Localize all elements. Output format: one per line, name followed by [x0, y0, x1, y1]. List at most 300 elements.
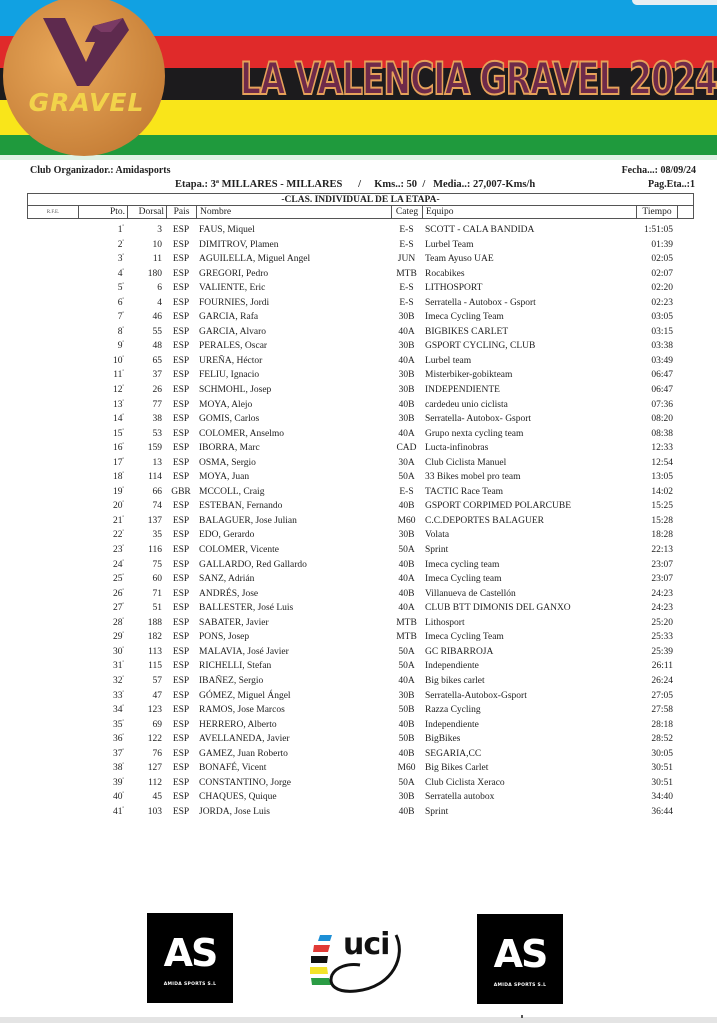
cell-pto	[78, 630, 124, 645]
table-row	[27, 296, 694, 311]
table-row	[27, 645, 694, 660]
cell-nombre: IBAÑEZ, Sergio	[199, 675, 264, 686]
cell-pto	[78, 296, 124, 311]
cell-tiempo: 25:33	[651, 632, 673, 643]
cell-pais: ESP	[172, 341, 190, 352]
table-row	[27, 616, 694, 631]
cell-dorsal: 4	[157, 297, 162, 308]
cell-nombre: COLOMER, Vicente	[199, 545, 279, 556]
ordinal-suffix: º	[122, 341, 124, 347]
ordinal-suffix: º	[122, 792, 124, 798]
cell-equipo: SCOTT - CALA BANDIDA	[425, 225, 535, 235]
ordinal-suffix: º	[122, 355, 124, 361]
col-tiempo: Tiempo	[637, 206, 678, 219]
cell-categ: 50A	[398, 472, 415, 483]
position-number: 33	[112, 690, 123, 701]
cell-pto	[78, 281, 124, 296]
cell-pais: ESP	[172, 734, 190, 745]
cell-pais: ESP	[172, 588, 190, 599]
cell-pto	[78, 354, 124, 369]
cell-dorsal: 26	[152, 385, 162, 396]
cell-pais: ESP	[172, 254, 190, 265]
ordinal-suffix: º	[122, 399, 124, 405]
ordinal-suffix: º	[122, 239, 124, 245]
cell-dorsal: 51	[152, 603, 162, 614]
table-row	[27, 427, 694, 442]
cell-categ: E-S	[399, 486, 414, 497]
cell-categ: 40A	[398, 574, 415, 585]
cell-pto	[78, 616, 124, 631]
ordinal-suffix: º	[122, 559, 124, 565]
cell-categ: 30B	[398, 385, 415, 396]
cell-categ: E-S	[399, 283, 414, 294]
cell-nombre: GAMEZ, Juan Roberto	[199, 748, 288, 759]
cell-nombre: BONAFÉ, Vicent	[199, 763, 267, 774]
cell-categ: MTB	[396, 268, 417, 279]
table-row	[27, 805, 694, 820]
cell-categ: MTB	[396, 632, 417, 643]
table-row	[27, 441, 694, 456]
cell-categ: 30B	[398, 690, 415, 701]
cell-nombre: EDO, Gerardo	[199, 530, 255, 541]
cell-tiempo: 03:38	[651, 341, 673, 352]
position-number: 34	[112, 705, 123, 716]
table-row	[27, 398, 694, 413]
position-number: 32	[112, 675, 123, 686]
cell-tiempo: 27:05	[651, 690, 673, 701]
cell-pto	[78, 543, 124, 558]
cell-pais: GBR	[171, 486, 191, 497]
cell-categ: 30B	[398, 530, 415, 541]
stage-average: Media..: 27,007-Kms/h	[433, 179, 536, 190]
cell-dorsal: 47	[152, 690, 162, 701]
table-row	[27, 659, 694, 674]
cell-nombre: PONS, Josep	[199, 632, 250, 643]
cell-pais: ESP	[172, 646, 190, 657]
cell-nombre: BALLESTER, José Luis	[199, 603, 294, 614]
gravel-logo	[3, 0, 165, 156]
cell-categ: 40B	[398, 399, 415, 410]
cell-tiempo: 12:54	[651, 457, 673, 468]
cell-pto	[78, 485, 124, 500]
cell-dorsal: 123	[147, 705, 162, 716]
stage-name: Etapa.: 3ª MILLARES - MILLARES	[175, 179, 343, 190]
cell-nombre: MCCOLL, Craig	[199, 486, 265, 497]
cell-pto	[78, 645, 124, 660]
table-row	[27, 252, 694, 267]
position-number: 28	[112, 617, 123, 628]
cell-equipo: Serratella autobox	[425, 792, 495, 803]
cell-pto	[78, 412, 124, 427]
position-number: 13	[112, 399, 123, 410]
cell-tiempo: 03:49	[651, 355, 673, 366]
ordinal-suffix: º	[122, 646, 124, 652]
cell-equipo: Lurbel team	[425, 355, 472, 366]
position-number: 15	[112, 428, 123, 439]
ordinal-suffix: º	[122, 574, 124, 580]
page-number: Pag.Eta..:1	[648, 179, 695, 190]
table-row	[27, 310, 694, 325]
cell-dorsal: 35	[152, 530, 162, 541]
ordinal-suffix: º	[122, 326, 124, 332]
col-dorsal: Dorsal	[128, 206, 167, 219]
cell-pto	[78, 674, 124, 689]
cell-dorsal: 11	[152, 254, 162, 265]
cell-equipo: GC RIBARROJA	[425, 646, 494, 657]
ordinal-suffix: º	[122, 486, 124, 492]
cell-pto	[78, 572, 124, 587]
cell-nombre: GARCIA, Rafa	[199, 312, 259, 323]
cell-dorsal: 76	[152, 748, 162, 759]
cell-tiempo: 14:02	[651, 486, 673, 497]
cell-tiempo: 03:15	[651, 326, 673, 337]
cell-categ: E-S	[399, 239, 414, 250]
ordinal-suffix: º	[122, 588, 124, 594]
cell-equipo: Team Ayuso UAE	[425, 254, 494, 265]
cell-dorsal: 37	[152, 370, 162, 381]
footer-mark	[521, 1015, 523, 1018]
position-number: 16	[112, 443, 123, 454]
cell-categ: 40A	[398, 326, 415, 337]
cell-nombre: OSMA, Sergio	[199, 457, 256, 468]
position-number: 9	[117, 341, 123, 352]
cell-pto	[78, 267, 124, 282]
ordinal-suffix: º	[122, 457, 124, 463]
cell-dorsal: 46	[152, 312, 162, 323]
position-number: 5	[117, 283, 123, 294]
position-number: 24	[112, 559, 123, 570]
table-row	[27, 601, 694, 616]
cell-tiempo: 02:05	[651, 254, 673, 265]
cell-pto	[78, 732, 124, 747]
cell-tiempo: 28:52	[651, 734, 673, 745]
ordinal-suffix: º	[122, 675, 124, 681]
cell-equipo: C.C.DEPORTES BALAGUER	[425, 515, 544, 526]
cell-pais: ESP	[172, 661, 190, 672]
cell-pais: ESP	[172, 297, 190, 308]
ordinal-suffix: º	[122, 705, 124, 711]
cell-equipo: Serratella- Autobox- Gsport	[425, 414, 532, 425]
v-logo-icon	[41, 10, 131, 90]
cell-pais: ESP	[172, 239, 190, 250]
cell-pto	[78, 383, 124, 398]
results-table-header	[27, 193, 694, 219]
table-row	[27, 368, 694, 383]
cell-nombre: RAMOS, Jose Marcos	[199, 705, 285, 716]
cell-pais: ESP	[172, 763, 190, 774]
col-rfe: R.F.E.	[28, 206, 79, 219]
cell-pto	[78, 514, 124, 529]
cell-tiempo: 02:20	[651, 283, 673, 294]
cell-pais: ESP	[172, 414, 190, 425]
table-row	[27, 558, 694, 573]
cell-dorsal: 77	[152, 399, 162, 410]
cell-pto	[78, 339, 124, 354]
cell-pto	[78, 747, 124, 762]
cell-pto	[78, 398, 124, 413]
cell-nombre: FAUS, Miquel	[199, 225, 255, 235]
position-number: 6	[117, 297, 123, 308]
table-row	[27, 703, 694, 718]
ordinal-suffix: º	[122, 545, 124, 551]
cell-pais: ESP	[172, 225, 190, 235]
cell-equipo: Independiente	[425, 719, 479, 730]
col-pais: Pais	[167, 206, 197, 219]
table-row	[27, 718, 694, 733]
cell-tiempo: 06:47	[651, 385, 673, 396]
cell-equipo: Big Bikes Carlet	[425, 763, 489, 774]
cell-tiempo: 22:13	[651, 545, 673, 556]
cell-nombre: SANZ, Adrián	[199, 574, 255, 585]
table-row	[27, 514, 694, 529]
cell-tiempo: 25:20	[651, 617, 673, 628]
cell-tiempo: 26:24	[651, 675, 673, 686]
cell-equipo: CLUB BTT DIMONIS DEL GANXO	[425, 603, 571, 614]
cell-tiempo: 01:39	[651, 239, 673, 250]
cell-tiempo: 08:38	[651, 428, 673, 439]
cell-categ: 50A	[398, 545, 415, 556]
position-number: 38	[112, 763, 123, 774]
results-table-body	[27, 223, 694, 819]
cell-tiempo: 18:28	[651, 530, 673, 541]
cell-nombre: PERALES, Oscar	[199, 341, 268, 352]
cell-pais: ESP	[172, 545, 190, 556]
cell-nombre: GOMIS, Carlos	[199, 414, 260, 425]
cell-equipo: Volata	[425, 530, 450, 541]
footer-bar	[0, 1017, 717, 1023]
cell-tiempo: 24:23	[651, 588, 673, 599]
table-row	[27, 543, 694, 558]
cell-categ: 40A	[398, 428, 415, 439]
ordinal-suffix: º	[122, 734, 124, 740]
cell-equipo: Lucta-infinobras	[425, 443, 489, 454]
cell-nombre: AGUILELLA, Miguel Angel	[199, 254, 311, 265]
position-number: 21	[112, 515, 123, 526]
cell-tiempo: 02:07	[651, 268, 673, 279]
position-number: 10	[112, 355, 123, 366]
cell-pais: ESP	[172, 792, 190, 803]
cell-dorsal: 182	[147, 632, 162, 643]
position-number: 11	[113, 370, 123, 381]
table-row	[27, 776, 694, 791]
table-row	[27, 412, 694, 427]
cell-nombre: MOYA, Juan	[199, 472, 250, 483]
cell-dorsal: 137	[147, 515, 162, 526]
cell-dorsal: 115	[148, 661, 162, 672]
cell-categ: 40B	[398, 748, 415, 759]
ordinal-suffix: º	[122, 763, 124, 769]
cell-dorsal: 159	[147, 443, 162, 454]
table-row	[27, 761, 694, 776]
cell-pais: ESP	[172, 603, 190, 614]
cell-nombre: JORDA, Jose Luis	[199, 806, 270, 817]
cell-categ: 40A	[398, 603, 415, 614]
ordinal-suffix: º	[122, 414, 124, 420]
cell-categ: M60	[397, 763, 416, 774]
table-row	[27, 587, 694, 602]
cell-equipo: cardedeu unio ciclista	[425, 399, 508, 410]
position-number: 8	[117, 326, 123, 337]
cell-tiempo: 23:07	[651, 574, 673, 585]
ordinal-suffix: º	[122, 777, 124, 783]
cell-dorsal: 57	[152, 675, 162, 686]
table-row	[27, 281, 694, 296]
cell-equipo: 33 Bikes mobel pro team	[425, 472, 521, 483]
col-nombre: Nombre	[197, 206, 392, 219]
cell-dorsal: 122	[147, 734, 162, 745]
ordinal-suffix: º	[122, 603, 124, 609]
cell-categ: 40B	[398, 719, 415, 730]
cell-equipo: GSPORT CORPIMED POLARCUBE	[425, 501, 572, 512]
cell-dorsal: 3	[157, 225, 162, 235]
cell-tiempo: 30:51	[651, 763, 673, 774]
cell-nombre: GARCIA, Alvaro	[199, 326, 267, 337]
cell-tiempo: 07:36	[651, 399, 673, 410]
cell-dorsal: 113	[148, 646, 162, 657]
table-row	[27, 470, 694, 485]
cell-nombre: GREGORI, Pedro	[199, 268, 269, 279]
ordinal-suffix: º	[122, 443, 124, 449]
cell-categ: 50A	[398, 646, 415, 657]
cell-categ: 40B	[398, 501, 415, 512]
cell-pais: ESP	[172, 806, 190, 817]
cell-equipo: Imeca Cycling team	[425, 574, 502, 585]
cell-pais: ESP	[172, 268, 190, 279]
cell-dorsal: 6	[157, 283, 162, 294]
as-subtitle: AMIDA SPORTS S.L	[493, 983, 547, 988]
cell-nombre: RICHELLI, Stefan	[199, 661, 272, 672]
amida-sports-logo-left	[147, 913, 233, 1003]
cell-pto	[78, 427, 124, 442]
ordinal-suffix: º	[122, 806, 124, 812]
position-number: 3	[117, 254, 123, 265]
stripe-light	[0, 155, 717, 160]
ordinal-suffix: º	[122, 312, 124, 318]
table-row	[27, 267, 694, 282]
cell-categ: 30B	[398, 312, 415, 323]
cell-pais: ESP	[172, 457, 190, 468]
cell-pais: ESP	[172, 399, 190, 410]
event-banner	[0, 0, 717, 160]
cell-dorsal: 103	[147, 806, 162, 817]
cell-equipo: Imeca Cycling Team	[425, 312, 504, 323]
cell-categ: JUN	[397, 254, 416, 265]
ordinal-suffix: º	[122, 530, 124, 536]
cell-tiempo: 06:47	[651, 370, 673, 381]
table-row	[27, 528, 694, 543]
cell-dorsal: 127	[147, 763, 162, 774]
cell-pto	[78, 223, 124, 238]
cell-equipo: Sprint	[425, 545, 449, 556]
cell-categ: 40B	[398, 588, 415, 599]
separator: /	[422, 179, 426, 190]
ordinal-suffix: º	[122, 501, 124, 507]
ordinal-suffix: º	[122, 515, 124, 521]
cell-equipo: TACTIC Race Team	[425, 486, 504, 497]
table-row	[27, 223, 694, 238]
cell-nombre: ESTEBAN, Fernando	[199, 501, 283, 512]
cell-dorsal: 188	[147, 617, 162, 628]
cell-categ: MTB	[396, 617, 417, 628]
cell-equipo: Grupo nexta cycling team	[425, 428, 524, 439]
cell-pto	[78, 805, 124, 820]
cell-tiempo: 03:05	[651, 312, 673, 323]
cell-pto	[78, 499, 124, 514]
col-equipo: Equipo	[423, 206, 637, 219]
cell-dorsal: 13	[152, 457, 162, 468]
cell-pais: ESP	[172, 326, 190, 337]
position-number: 25	[112, 574, 123, 585]
cell-pais: ESP	[172, 472, 190, 483]
position-number: 22	[112, 530, 123, 541]
cell-pto	[78, 456, 124, 471]
top-notch	[632, 0, 717, 5]
position-number: 17	[112, 457, 123, 468]
cell-categ: E-S	[399, 297, 414, 308]
cell-pais: ESP	[172, 617, 190, 628]
cell-dorsal: 75	[152, 559, 162, 570]
cell-nombre: UREÑA, Héctor	[199, 355, 263, 366]
cell-pto	[78, 368, 124, 383]
position-number: 19	[112, 486, 123, 497]
uci-text: uci	[343, 927, 390, 962]
table-row	[27, 790, 694, 805]
cell-pais: ESP	[172, 559, 190, 570]
cell-pto	[78, 601, 124, 616]
uci-logo	[310, 925, 410, 1000]
cell-pto	[78, 252, 124, 267]
cell-dorsal: 55	[152, 326, 162, 337]
cell-pto	[78, 776, 124, 791]
table-row	[27, 238, 694, 253]
cell-dorsal: 48	[152, 341, 162, 352]
cell-pais: ESP	[172, 690, 190, 701]
cell-pto	[78, 689, 124, 704]
cell-pais: ESP	[172, 428, 190, 439]
table-title: -CLAS. INDIVIDUAL DE LA ETAPA-	[28, 194, 693, 206]
as-mark: AS	[493, 932, 547, 976]
cell-dorsal: 10	[152, 239, 162, 250]
cell-categ: E-S	[399, 225, 414, 235]
cell-dorsal: 74	[152, 501, 162, 512]
cell-nombre: MALAVIA, José Javier	[199, 646, 289, 657]
col-categ: Categ	[392, 206, 423, 219]
cell-pto	[78, 587, 124, 602]
cell-tiempo: 36:44	[651, 806, 673, 817]
cell-pto	[78, 718, 124, 733]
cell-equipo: Imeca Cycling Team	[425, 632, 504, 643]
cell-nombre: SCHMOHL, Josep	[199, 385, 272, 396]
cell-nombre: VALIENTE, Eric	[199, 283, 266, 294]
cell-nombre: CONSTANTINO, Jorge	[199, 777, 291, 788]
cell-categ: 50B	[398, 705, 415, 716]
cell-nombre: GALLARDO, Red Gallardo	[199, 559, 307, 570]
cell-dorsal: 69	[152, 719, 162, 730]
cell-equipo: Razza Cycling	[425, 705, 481, 716]
cell-pais: ESP	[172, 355, 190, 366]
cell-tiempo: 08:20	[651, 414, 673, 425]
cell-nombre: COLOMER, Anselmo	[199, 428, 284, 439]
cell-pais: ESP	[172, 675, 190, 686]
cell-dorsal: 114	[148, 472, 162, 483]
position-number: 36	[112, 734, 123, 745]
table-row	[27, 354, 694, 369]
cell-pais: ESP	[172, 719, 190, 730]
ordinal-suffix: º	[122, 428, 124, 434]
cell-nombre: MOYA, Alejo	[199, 399, 253, 410]
ordinal-suffix: º	[122, 297, 124, 303]
cell-tiempo: 30:05	[651, 748, 673, 759]
